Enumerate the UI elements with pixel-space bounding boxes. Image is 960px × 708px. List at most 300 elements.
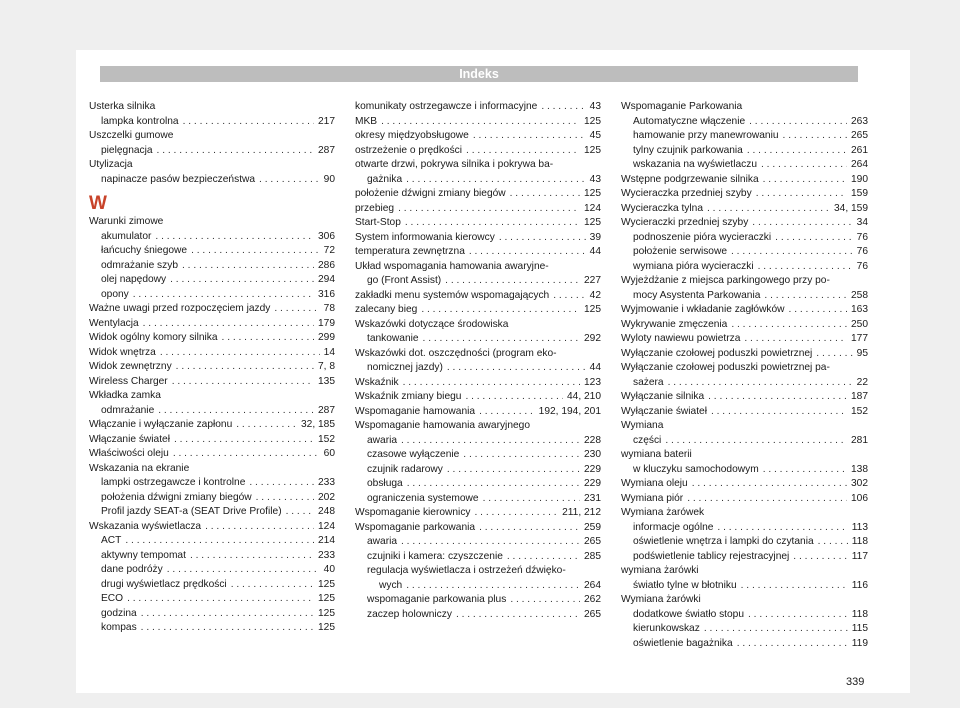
entry-text: drugi wyświetlacz prędkości [101, 578, 227, 590]
leader-dots [687, 492, 847, 507]
leader-dots [707, 202, 830, 217]
page-reference: 230 [584, 449, 601, 460]
leader-dots [483, 492, 580, 507]
page-reference: 44 [589, 362, 601, 373]
index-subentry [89, 592, 335, 607]
entry-text: Wskazania wyświetlacza [89, 520, 202, 532]
entry-text: go (Front Assist) [367, 275, 442, 286]
index-subentry [621, 579, 868, 594]
leader-dots [401, 434, 580, 449]
entry-text: Wyjmowanie i wkładanie zagłówków [621, 304, 785, 315]
index-subentry [89, 259, 335, 274]
leader-dots [469, 245, 586, 260]
page-reference: 261 [851, 144, 868, 156]
leader-dots [731, 245, 853, 260]
page-reference: 14 [323, 346, 335, 358]
leader-dots [466, 144, 580, 159]
leader-dots [401, 535, 580, 550]
index-entry [621, 216, 868, 231]
entry-text: System informowania kierowcy [355, 231, 495, 243]
index-entry [621, 303, 868, 318]
leader-dots [447, 463, 580, 478]
index-entry [89, 418, 335, 433]
entry-text: Włączanie świateł [89, 433, 170, 445]
page-reference: 42 [589, 289, 601, 301]
leader-dots [758, 260, 853, 275]
index-entry [355, 521, 601, 536]
entry-text: Wkładka zamka [89, 390, 161, 401]
leader-dots [507, 550, 580, 565]
index-subentry [355, 158, 601, 173]
index-entry [89, 302, 335, 317]
index-subentry [89, 476, 335, 491]
entry-text: wskazania na wyświetlaczu [633, 159, 758, 170]
entry-text: światło tylne w błotniku [633, 579, 737, 591]
page-reference: 302 [851, 478, 868, 489]
entry-text: w kluczyku samochodowym [633, 463, 759, 475]
entry-text: Wskazania na ekranie [89, 462, 190, 474]
leader-dots [133, 288, 314, 303]
leader-dots [160, 346, 320, 361]
page-reference: 299 [318, 332, 335, 343]
index-subentry [89, 115, 335, 130]
entry-text: Ważne uwagi przed rozpoczęciem jazdy [89, 303, 271, 314]
page-reference: 124 [584, 202, 601, 214]
entry-text: położenie dźwigni zmiany biegów [355, 188, 506, 199]
index-subentry [89, 244, 335, 259]
index-subentry [355, 144, 601, 159]
index-subentry [355, 550, 601, 565]
entry-text: Wskaźnik [355, 376, 399, 388]
entry-text: lampka kontrolna [101, 115, 179, 127]
index-subentry [621, 245, 868, 260]
page-reference: 106 [851, 492, 868, 504]
index-entry [621, 187, 868, 202]
leader-dots [406, 173, 586, 188]
page-reference: 118 [851, 608, 868, 620]
page-reference: 95 [856, 347, 868, 359]
index-subentry [355, 535, 601, 550]
entry-text: wymiana baterii [621, 449, 692, 460]
page-reference: 125 [318, 593, 335, 604]
index-subentry [621, 129, 868, 144]
page-reference: 34 [856, 217, 868, 228]
index-subentry [355, 289, 601, 304]
index-entry [621, 593, 868, 608]
index-entry [621, 318, 868, 333]
entry-text: ograniczenia systemowe [367, 492, 479, 504]
leader-dots [816, 347, 852, 362]
leader-dots [172, 375, 314, 390]
leader-dots [274, 302, 319, 317]
leader-dots [473, 129, 586, 144]
index-entry [621, 506, 868, 521]
index-subentry [355, 361, 601, 376]
page-reference: 60 [323, 448, 335, 459]
index-entry [89, 129, 335, 144]
index-entry [355, 376, 601, 391]
index-entry [89, 462, 335, 477]
index-entry [621, 274, 868, 289]
index-subentry [89, 563, 335, 578]
index-subentry [621, 637, 868, 652]
page-reference: 123 [584, 376, 601, 388]
leader-dots [127, 592, 314, 607]
index-entry [621, 202, 868, 217]
page-reference: 152 [851, 405, 868, 417]
index-entry [621, 477, 868, 492]
page-reference: 124 [318, 520, 335, 532]
index-entry [621, 390, 868, 405]
page-reference: 263 [851, 115, 868, 127]
page-reference: 250 [851, 318, 868, 330]
leader-dots [756, 187, 847, 202]
page-reference: 265 [851, 130, 868, 141]
index-entry [621, 173, 868, 188]
entry-text: Wskaźnik zmiany biegu [355, 391, 462, 402]
page-reference: 316 [318, 288, 335, 300]
entry-text: zakładki menu systemów wspomagających [355, 289, 550, 301]
page-reference: 125 [584, 115, 601, 127]
index-subentry [621, 289, 868, 304]
index-subentry [89, 491, 335, 506]
entry-text: wymiana pióra wycieraczki [633, 260, 754, 272]
index-subentry [355, 202, 601, 217]
page-reference: 192, 194, 201 [538, 405, 601, 417]
entry-text: wymiana żarówki [621, 565, 699, 576]
page-reference: 262 [584, 594, 601, 605]
page-reference: 44, 210 [567, 391, 601, 402]
leader-dots [141, 621, 314, 636]
page-reference: 45 [589, 130, 601, 141]
entry-text: sażera [633, 376, 664, 388]
entry-text: Uszczelki gumowe [89, 130, 174, 141]
entry-text: Wymiana piór [621, 492, 684, 504]
entry-text: oświetlenie bagażnika [633, 637, 733, 649]
index-subentry [621, 376, 868, 391]
entry-text: regulacja wyświetlacza i ostrzeżeń dźwięko- [367, 565, 566, 576]
leader-dots [475, 506, 559, 521]
page-reference: 264 [851, 159, 868, 170]
entry-text: Wycieraczka przedniej szyby [621, 188, 752, 199]
page-reference: 39 [589, 231, 601, 243]
entry-text: gażnika [367, 173, 403, 185]
entry-text: Wskazówki dot. oszczędności (program eko- [355, 347, 557, 359]
index-subentry [89, 607, 335, 622]
leader-dots [398, 202, 580, 217]
leader-dots [752, 216, 852, 231]
entry-text: aktywny tempomat [101, 549, 186, 561]
entry-text: tankowanie [367, 333, 419, 344]
leader-dots [190, 549, 314, 564]
leader-dots [747, 144, 847, 159]
entry-text: Wspomaganie parkowania [355, 521, 476, 533]
entry-text: Wyloty nawiewu powietrza [621, 333, 741, 344]
index-entry [89, 360, 335, 375]
index-column-3 [621, 100, 868, 651]
index-subentry [621, 144, 868, 159]
page-reference: 78 [323, 303, 335, 314]
index-entry [621, 492, 868, 507]
entry-text: godzina [101, 607, 137, 619]
index-subentry [621, 231, 868, 246]
entry-text: napinacze pasów bezpieczeństwa [101, 173, 256, 185]
leader-dots [763, 463, 847, 478]
leader-dots [143, 317, 314, 332]
page-reference: 40 [323, 564, 335, 575]
page-reference: 34, 159 [834, 202, 868, 214]
page-reference: 76 [856, 231, 868, 243]
index-subentry [355, 274, 601, 289]
index-subentry [89, 230, 335, 245]
leader-dots [775, 231, 852, 246]
entry-text: informacje ogólne [633, 521, 714, 533]
index-entry [355, 390, 601, 405]
index-entry [89, 100, 335, 115]
page-reference: 306 [318, 230, 335, 242]
leader-dots [717, 521, 847, 536]
index-subentry [621, 550, 868, 565]
index-subentry [89, 144, 335, 159]
entry-text: podświetlenie tablicy rejestracyjnej [633, 550, 790, 562]
leader-dots [668, 376, 853, 391]
entry-text: Właściwości oleju [89, 448, 169, 459]
index-subentry [355, 579, 601, 594]
index-entry [621, 100, 868, 115]
page-reference: 258 [851, 289, 868, 301]
leader-dots [465, 390, 563, 405]
leader-dots [447, 361, 586, 376]
page-reference: 292 [584, 333, 601, 344]
leader-dots [711, 405, 847, 420]
index-entry [355, 419, 601, 434]
entry-text: Widok wnętrza [89, 346, 156, 358]
leader-dots [456, 608, 580, 623]
index-letter-heading: W [89, 193, 107, 214]
index-subentry [89, 534, 335, 549]
page-reference: 187 [851, 391, 868, 402]
entry-text: MKB [355, 115, 378, 127]
page-reference: 125 [584, 304, 601, 315]
leader-dots [158, 404, 314, 419]
leader-dots [256, 491, 314, 506]
entry-text: Widok zewnętrzny [89, 361, 172, 372]
entry-text: dodatkowe światło stopu [633, 608, 744, 620]
entry-text: położenia dźwigni zmiany biegów [101, 491, 252, 503]
index-subentry [89, 288, 335, 303]
leader-dots [157, 144, 314, 159]
entry-text: Wyłączanie silnika [621, 391, 705, 402]
leader-dots [381, 115, 580, 130]
page-reference: 286 [318, 259, 335, 271]
index-subentry [355, 245, 601, 260]
entry-text: tylny czujnik parkowania [633, 144, 743, 156]
page-reference: 113 [851, 521, 868, 533]
page-reference: 229 [584, 478, 601, 489]
index-subentry [621, 521, 868, 536]
entry-text: odmrażanie szyb [101, 259, 179, 271]
leader-dots [155, 230, 314, 245]
entry-text: Widok ogólny komory silnika [89, 332, 218, 343]
leader-dots [407, 477, 580, 492]
page-reference: 231 [584, 492, 601, 504]
index-subentry [355, 332, 601, 347]
entry-text: Wspomaganie Parkowania [621, 101, 743, 112]
leader-dots [176, 360, 314, 375]
entry-text: Wycieraczki przedniej szyby [621, 217, 749, 228]
index-entry [621, 448, 868, 463]
page-reference: 44 [589, 246, 601, 257]
page-reference: 72 [323, 245, 335, 256]
leader-dots [479, 521, 580, 536]
page-number: 339 [846, 676, 865, 688]
index-subentry [621, 158, 868, 173]
page-reference: 259 [584, 521, 601, 533]
index-entry [89, 158, 335, 173]
leader-dots [141, 607, 314, 622]
page-reference: 287 [318, 144, 335, 156]
entry-text: ECO [101, 593, 124, 604]
index-subentry [89, 578, 335, 593]
index-subentry [621, 622, 868, 637]
index-subentry [355, 593, 601, 608]
index-subentry [355, 173, 601, 188]
entry-text: kompas [101, 622, 137, 633]
index-entry [621, 332, 868, 347]
index-subentry [89, 404, 335, 419]
page-reference: 264 [584, 579, 601, 591]
leader-dots [748, 608, 848, 623]
entry-text: okresy międzyobsługowe [355, 130, 469, 141]
entry-text: Wymiana [621, 420, 664, 431]
entry-text: otwarte drzwi, pokrywa silnika i pokrywa ba- [355, 159, 554, 170]
entry-text: Wymiana żarówek [621, 507, 705, 518]
leader-dots [708, 390, 847, 405]
index-entry [355, 318, 601, 333]
leader-dots [406, 579, 580, 594]
entry-text: Wyłączanie świateł [621, 405, 707, 417]
index-subentry [355, 564, 601, 579]
index-subentry [355, 477, 601, 492]
leader-dots [510, 593, 580, 608]
page-reference: 117 [851, 550, 868, 562]
index-subentry [621, 608, 868, 623]
entry-text: obsługa [367, 478, 403, 489]
page-reference: 159 [851, 188, 868, 199]
leader-dots [167, 563, 320, 578]
index-subentry [89, 621, 335, 636]
page-reference: 229 [584, 463, 601, 475]
leader-dots [405, 216, 580, 231]
leader-dots [704, 622, 848, 637]
page-header: Indeks [100, 66, 858, 82]
entry-text: akumulator [101, 230, 152, 242]
entry-text: Profil jazdy SEAT-a (SEAT Drive Profile) [101, 506, 282, 517]
index-entry [89, 520, 335, 535]
index-entry [621, 405, 868, 420]
entry-text: Warunki zimowe [89, 216, 164, 227]
leader-dots [421, 303, 580, 318]
index-subentry [621, 260, 868, 275]
leader-dots [510, 187, 580, 202]
entry-text: olej napędowy [101, 274, 167, 285]
index-subentry [621, 434, 868, 449]
index-subentry [355, 187, 601, 202]
page-reference: 265 [584, 536, 601, 547]
index-entry [89, 447, 335, 462]
index-entry [621, 347, 868, 362]
page-reference: 285 [584, 550, 601, 562]
page-reference: 116 [851, 579, 868, 591]
entry-text: Układ wspomagania hamowania awaryjne- [355, 260, 549, 272]
index-subentry [355, 231, 601, 246]
entry-text: nomicznej jazdy) [367, 362, 443, 373]
leader-dots [818, 535, 848, 550]
entry-text: Wskazówki dotyczące środowiska [355, 318, 509, 330]
leader-dots [259, 173, 320, 188]
entry-text: mocy Asystenta Parkowania [633, 289, 761, 301]
entry-text: komunikaty ostrzegawcze i informacyjne [355, 101, 538, 112]
index-entry [89, 317, 335, 332]
index-subentry [355, 448, 601, 463]
leader-dots [665, 434, 847, 449]
leader-dots [764, 289, 847, 304]
index-entry [89, 433, 335, 448]
entry-text: Wymiana oleju [621, 478, 688, 489]
index-subentry [355, 129, 601, 144]
index-subentry [355, 100, 601, 115]
index-subentry [89, 273, 335, 288]
index-subentry [355, 260, 601, 275]
entry-text: ostrzeżenie o prędkości [355, 144, 463, 156]
page-reference: 233 [318, 477, 335, 488]
page-reference: 233 [318, 549, 335, 561]
leader-dots [403, 376, 580, 391]
page-reference: 265 [584, 608, 601, 620]
leader-dots [286, 505, 314, 520]
entry-text: Utylizacja [89, 159, 133, 170]
leader-dots [222, 331, 314, 346]
entry-text: Automatyczne włączenie [633, 115, 746, 127]
page-reference: 125 [584, 217, 601, 228]
leader-dots [793, 550, 847, 565]
page-reference: 211, 212 [562, 507, 601, 518]
index-subentry [355, 492, 601, 507]
index-entry [621, 564, 868, 579]
entry-text: Usterka silnika [89, 101, 156, 112]
leader-dots [423, 332, 580, 347]
entry-text: awaria [367, 536, 398, 547]
entry-text: wych [379, 579, 403, 591]
index-subentry [89, 549, 335, 564]
entry-text: podnoszenie pióra wycieraczki [633, 231, 772, 243]
page-reference: 43 [589, 173, 601, 185]
index-entry [355, 506, 601, 521]
index-column-1 [89, 100, 335, 636]
leader-dots [789, 303, 847, 318]
entry-text: hamowanie przy manewrowaniu [633, 130, 779, 141]
page-reference: 281 [851, 434, 868, 446]
page-reference: 294 [318, 274, 335, 285]
index-entry [89, 346, 335, 361]
leader-dots [763, 173, 847, 188]
entry-text: Wyłączanie czołowej poduszki powietrznej pa- [621, 362, 830, 373]
leader-dots [749, 115, 847, 130]
page-reference: 248 [318, 506, 335, 517]
entry-text: łańcuchy śniegowe [101, 245, 188, 256]
index-entry [89, 215, 335, 230]
page-reference: 214 [318, 535, 335, 546]
